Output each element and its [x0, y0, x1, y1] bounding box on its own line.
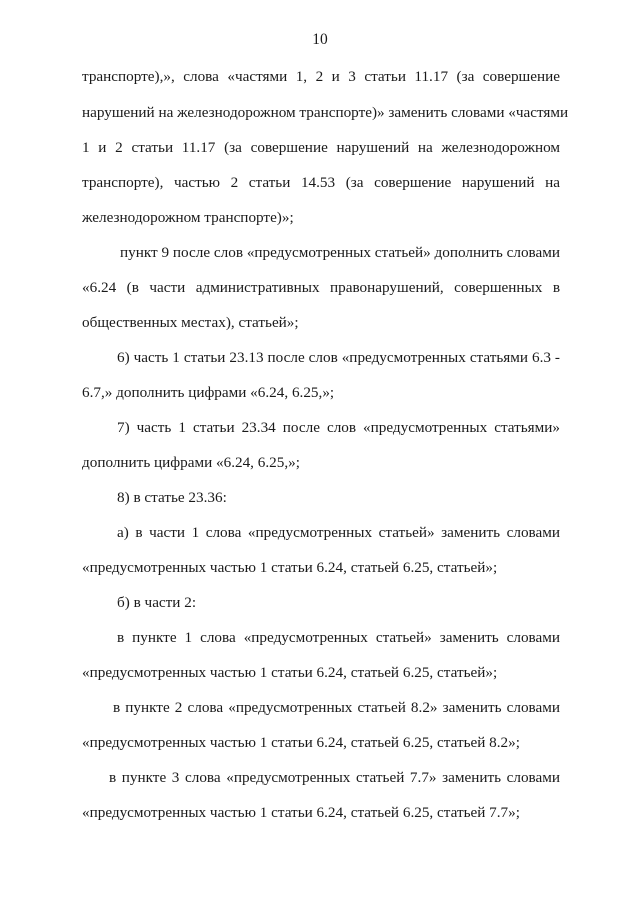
text-line: 1 и 2 статьи 11.17 (за совершение нарушений на железнодорожном: [82, 139, 560, 156]
text-line: общественных местах), статьей»;: [82, 314, 299, 331]
text-line: железнодорожном транспорте)»;: [82, 209, 294, 226]
text-line: «предусмотренных частью 1 статьи 6.24, статьей 6.25, статьей 8.2»;: [82, 734, 520, 751]
text-line: «6.24 (в части административных правонарушений, совершенных в: [82, 279, 560, 296]
text-line: в пункте 3 слова «предусмотренных статьей 7.7» заменить словами: [109, 769, 560, 786]
text-line: нарушений на железнодорожном транспорте)» заменить словами «частями: [82, 104, 569, 121]
text-line: «предусмотренных частью 1 статьи 6.24, статьей 6.25, статьей»;: [82, 559, 498, 576]
text-line: 8) в статье 23.36:: [117, 489, 227, 506]
text-line: дополнить цифрами «6.24, 6.25,»;: [82, 454, 300, 471]
text-line: транспорте), частью 2 статьи 14.53 (за совершение нарушений на: [82, 174, 560, 191]
page-number: 10: [312, 31, 328, 48]
text-line: 7) часть 1 статьи 23.34 после слов «предусмотренных статьями»: [117, 419, 560, 436]
text-line: 6.7,» дополнить цифрами «6.24, 6.25,»;: [82, 384, 335, 401]
text-line: 6) часть 1 статьи 23.13 после слов «предусмотренных статьями 6.3 -: [117, 349, 560, 366]
text-line: б) в части 2:: [117, 594, 197, 611]
text-line: а) в части 1 слова «предусмотренных статьей» заменить словами: [117, 524, 560, 541]
text-line: «предусмотренных частью 1 статьи 6.24, статьей 6.25, статьей 7.7»;: [82, 804, 520, 821]
text-line: «предусмотренных частью 1 статьи 6.24, статьей 6.25, статьей»;: [82, 664, 498, 681]
text-line: транспорте),», слова «частями 1, 2 и 3 статьи 11.17 (за совершение: [82, 68, 560, 85]
text-line: в пункте 1 слова «предусмотренных статьей» заменить словами: [117, 629, 560, 646]
text-line: пункт 9 после слов «предусмотренных статьей» дополнить словами: [120, 244, 560, 261]
text-line: в пункте 2 слова «предусмотренных статьей 8.2» заменить словами: [113, 699, 560, 716]
